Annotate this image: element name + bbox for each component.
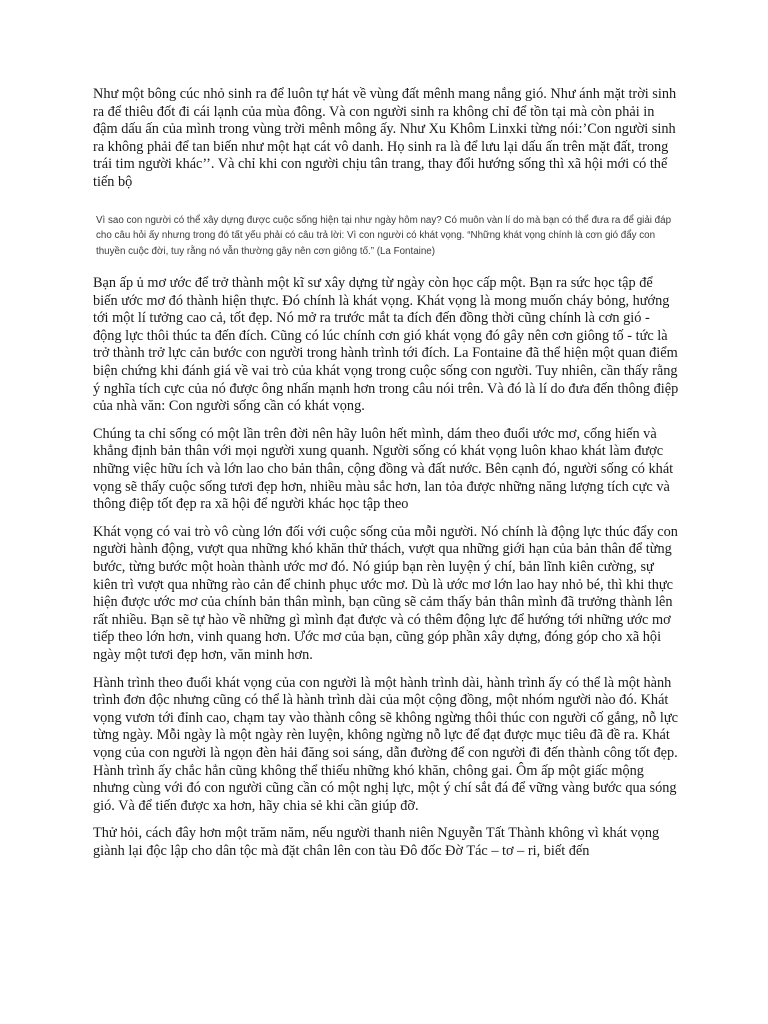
quote-block: Vì sao con người có thể xây dựng được cuộc sống hiện tại như ngày hôm nay? Có muôn vàn lí do mà bạn có thể đưa ra để giải đáp cho câu hỏi ấy nhưng trong đó tất yếu phải có câu trả lời: Vì con người có khát vọng. “Những khát vọng chính là cơn gió đẩy con thuyền cuộc đời, tuy rằng nó vẫn thường gây nên cơn giông tố.” (La Fontaine) bbox=[96, 214, 672, 257]
intro-paragraph: Như một bông cúc nhỏ sinh ra để luôn tự hát về vùng đất mênh mang nắng gió. Như ánh mặt trời sinh ra để thiêu đốt đi cái lạnh của mùa đông. Và con người sinh ra không chỉ để tồn tại mà còn phải in đậm dấu ấn của mình trong vùng trời mênh mông ấy. Như Xu Khôm Linxki từng nói:’Con người sinh ra không phải để tan biến như một hạt cát vô danh. Họ sinh ra là để lưu lại dấu ấn trên mặt đất, trong trái tim người khác’’. Và chỉ khi con người chịu tân trang, thay đổi hướng sống thì xã hội mới có thể tiến bộ bbox=[93, 86, 677, 190]
body-paragraph-5: Thử hỏi, cách đây hơn một trăm năm, nếu người thanh niên Nguyễn Tất Thành không vì khát vọng giành lại độc lập cho dân tộc mà đặt chân lên con tàu Đô đốc Đờ Tác – tơ – ri, biết đến bbox=[93, 825, 660, 859]
document-page bbox=[93, 86, 679, 870]
body-paragraph-3: Khát vọng có vai trò vô cùng lớn đối với cuộc sống của mỗi người. Nó chính là động lực thúc đẩy con người hành động, vượt qua những khó khăn thử thách, vượt qua những giới hạn của bản thân để từng bước, từng bước một hoàn thành ước mơ đó. Nó giúp bạn rèn luyện ý chí, bản lĩnh kiên cường, sự kiên trì vượt qua những rào cản để chinh phục ước mơ. Dù là ước mơ lớn lao hay nhỏ bé, thì khi thực hiện được ước mơ của chính bản thân mình, bạn cũng sẽ cảm thấy bản thân mình đã trưởng thành lên rất nhiều. Bạn sẽ tự hào về những gì mình đạt được và có thêm động lực để hướng tới những ước mơ tiếp theo lớn hơn, vinh quang hơn. Ước mơ của bạn, cũng góp phần xây dựng, đóng góp cho xã hội ngày một tươi đẹp hơn, văn minh hơn. bbox=[93, 523, 678, 663]
body-paragraph-1: Bạn ấp ủ mơ ước để trở thành một kĩ sư xây dựng từ ngày còn học cấp một. Bạn ra sức học tập để biến ước mơ đó thành hiện thực. Đó chính là khát vọng. Khát vọng là mong muốn cháy bỏng, hướng tới một lí tưởng cao cả, tốt đẹp. Nó mở ra trước mắt ta đích đến đồng thời cũng chính là cơn gió - động lực thôi thúc ta đến đích. Cũng có lúc chính cơn gió khát vọng đó gây nên cơn giông tố - tức là trở thành trở lực cản bước con người trong hành trình tới đích. La Fontaine đã thể hiện một quan điểm biện chứng khi đánh giá về vai trò của khát vọng trong cuộc sống con người. Tuy nhiên, cần thấy rằng ý nghĩa tích cực của nó được ông nhấn mạnh hơn trong câu nói trên. Và đó là lí do đưa đến thông điệp của nhà văn: Con người sống cần có khát vọng. bbox=[93, 275, 679, 415]
body-paragraph-4: Hành trình theo đuổi khát vọng của con người là một hành trình dài, hành trình ấy có thể là một hành trình đơn độc nhưng cũng có thể là hành trình dài của một cộng đồng, một nhóm người nào đó. Khát vọng vươn tới đỉnh cao, chạm tay vào thành công sẽ không ngừng thôi thúc con người cố gắng, nỗ lực từng ngày. Mỗi ngày là một ngày rèn luyện, không ngừng nỗ lực để đạt được mục tiêu đã đề ra. Khát vọng của con người là ngọn đèn hải đăng soi sáng, dẫn đường để con người đi đến thành công tốt đẹp. Hành trình ấy chắc hẳn cũng không thể thiếu những khó khăn, chông gai. Ôm ấp một giấc mộng nhưng cùng với đó con người cũng cần có một nghị lực, một ý chí sắt đá để vững vàng bước qua sóng gió. Và để tiến được xa hơn, hãy chia sẻ khi cần giúp đỡ. bbox=[93, 674, 678, 814]
body-paragraph-2: Chúng ta chỉ sống có một lần trên đời nên hãy luôn hết mình, dám theo đuổi ước mơ, cống hiến và khẳng định bản thân với mọi người xung quanh. Người sống có khát vọng luôn khao khát làm được những việc hữu ích và lớn lao cho bản thân, cộng đồng và đất nước. Bên cạnh đó, người sống có khát vọng sẽ thấy cuộc sống tươi đẹp hơn, nhiều màu sắc hơn, lan tỏa được những năng lượng tích cực và thông điệp tốt đẹp ra xã hội để người khác học tập theo bbox=[93, 425, 674, 513]
